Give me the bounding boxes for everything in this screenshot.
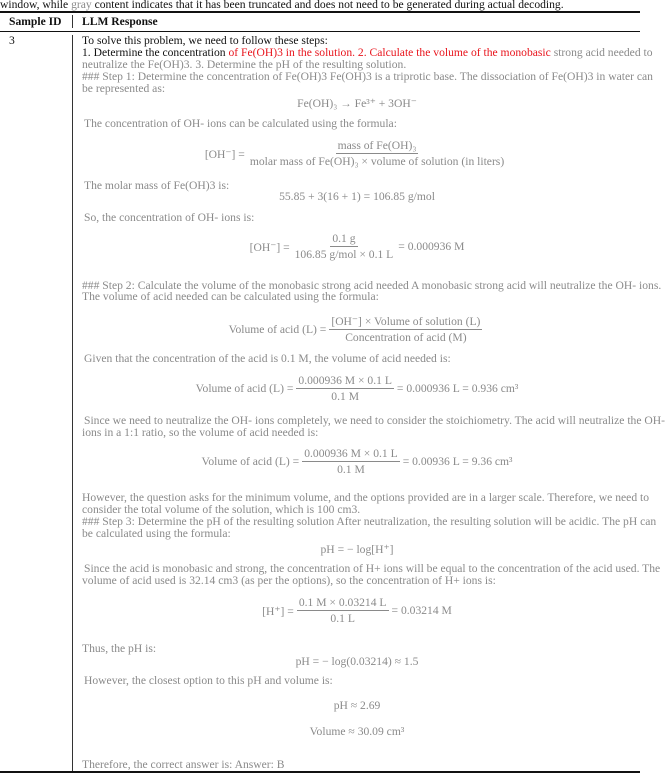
equation-oh-formula: [OH⁻] = $\frac{\text{mass of Fe(OH)₃}}{\text{molar mass of Fe(OH)₃ × volume of solution (in liters)}}$	[204, 139, 505, 168]
equation-ph-option: pH ≈ 2.69	[333, 699, 381, 712]
response-line: Thus, the pH is:	[82, 642, 157, 655]
response-line: consider the total volume of the solution, which is 100 cm3.	[82, 503, 361, 516]
header-sample-id: Sample ID	[9, 15, 62, 28]
response-line: The volume of acid needed can be calculated using the formula:	[82, 290, 379, 303]
response-line: volume of acid used is 32.14 cm3 (as per the options), so the concentration of H+ ions is:	[82, 574, 496, 587]
caption-tail	[0, 0, 564, 10]
table-header-rule	[0, 31, 640, 32]
sample-id-cell: 3	[9, 34, 15, 47]
table-bottom-rule	[0, 771, 640, 773]
equation-h-concentration: [H⁺] = $\frac{0.1 M \times 0.03214 L}{0.1 L}$ = 0.03214 M	[262, 596, 452, 625]
generated-text: 1. Determine the concentration	[82, 46, 229, 59]
response-line: Given that the concentration of the acid is 0.1 M, the volume of acid needed is:	[84, 352, 451, 365]
highlighted-text: of Fe(OH)3 in the solution. 2. Calculate the volume of the monobasic	[228, 46, 551, 59]
response-line: To solve this problem, we need to follow these steps:	[82, 34, 328, 47]
response-line: The molar mass of Fe(OH)3 is:	[84, 179, 230, 192]
response-line: ### Step 2: Calculate the volume of the monobasic strong acid needed A monobasic strong acid will neutralize the OH- ions.	[82, 279, 662, 292]
response-line: ### Step 3: Determine the pH of the resulting solution After neutralization, the resulting solution will be acidic. The pH can	[82, 515, 657, 528]
response-line: be calculated using the formula:	[82, 527, 231, 540]
response-line: However, the closest option to this pH and volume is:	[84, 674, 333, 687]
table-top-rule	[0, 11, 640, 13]
equation-oh-concentration: [OH⁻] = $\frac{0.1 g}{\text{106.85 g/mol × 0.1 L}}$ = 0.000936 M	[249, 232, 465, 261]
response-line: ions in a 1:1 ratio, so the volume of acid needed is:	[82, 426, 319, 439]
response-line: However, the question asks for the minimum volume, and the options provided are in a larger scale. Therefore, we need to	[82, 491, 650, 504]
response-line: The concentration of OH- ions can be calculated using the formula:	[84, 117, 397, 130]
column-divider	[72, 35, 73, 771]
equation-dissociation: Fe(OH)₃ → Fe³⁺ + 3OH⁻	[297, 97, 417, 110]
truncated-text: strong acid needed to	[550, 46, 653, 59]
response-line: neutralize the Fe(OH)3. 3. Determine the pH of the resulting solution.	[82, 58, 407, 71]
column-divider	[72, 15, 73, 28]
response-line: be represented as:	[82, 82, 166, 95]
equation-volume-2: Volume of acid (L) = $\frac{0.000936 M \times 0.1 L}{0.1 M}$ = 0.00936 L = 9.36 cm³	[201, 447, 513, 476]
response-line: Since the acid is monobasic and strong, the concentration of H+ ions will be equal to the concentration of the acid used. The	[84, 562, 661, 575]
response-line: Therefore, the correct answer is: Answer: B	[82, 758, 285, 771]
caption-gray-word: gray	[71, 0, 92, 11]
equation-volume-1: Volume of acid (L) = $\frac{0.000936 M \times 0.1 L}{0.1 M}$ = 0.000936 L = 0.936 cm³	[195, 374, 519, 403]
equation-volume-formula: Volume of acid (L) = $\frac{\text{[OH⁻] × Volume of solution (L)}}{\text{Concentration of acid (M)}}$	[228, 315, 481, 344]
equation-ph-formula: pH = − log[H⁺]	[320, 543, 394, 556]
header-llm-response: LLM Response	[82, 15, 158, 28]
caption-text: content indicates that it has been truncated and does not need to be generated during actual decoding.	[91, 0, 564, 11]
response-line: So, the concentration of OH- ions is:	[84, 211, 255, 224]
equation-molar-mass: 55.85 + 3(16 + 1) = 106.85 g/mol	[279, 190, 435, 203]
equation-volume-option: Volume ≈ 30.09 cm³	[309, 725, 405, 738]
caption-text: window, while	[0, 0, 72, 11]
response-line: Since we need to neutralize the OH- ions completely, we need to consider the stoichiometry. The acid will neutralize the OH-	[84, 414, 665, 427]
equation-ph-value: pH = − log(0.03214) ≈ 1.5	[295, 655, 419, 668]
response-line: ### Step 1: Determine the concentration of Fe(OH)3 Fe(OH)3 is a triprotic base. The dissociation of Fe(OH)3 in water can	[82, 70, 653, 83]
